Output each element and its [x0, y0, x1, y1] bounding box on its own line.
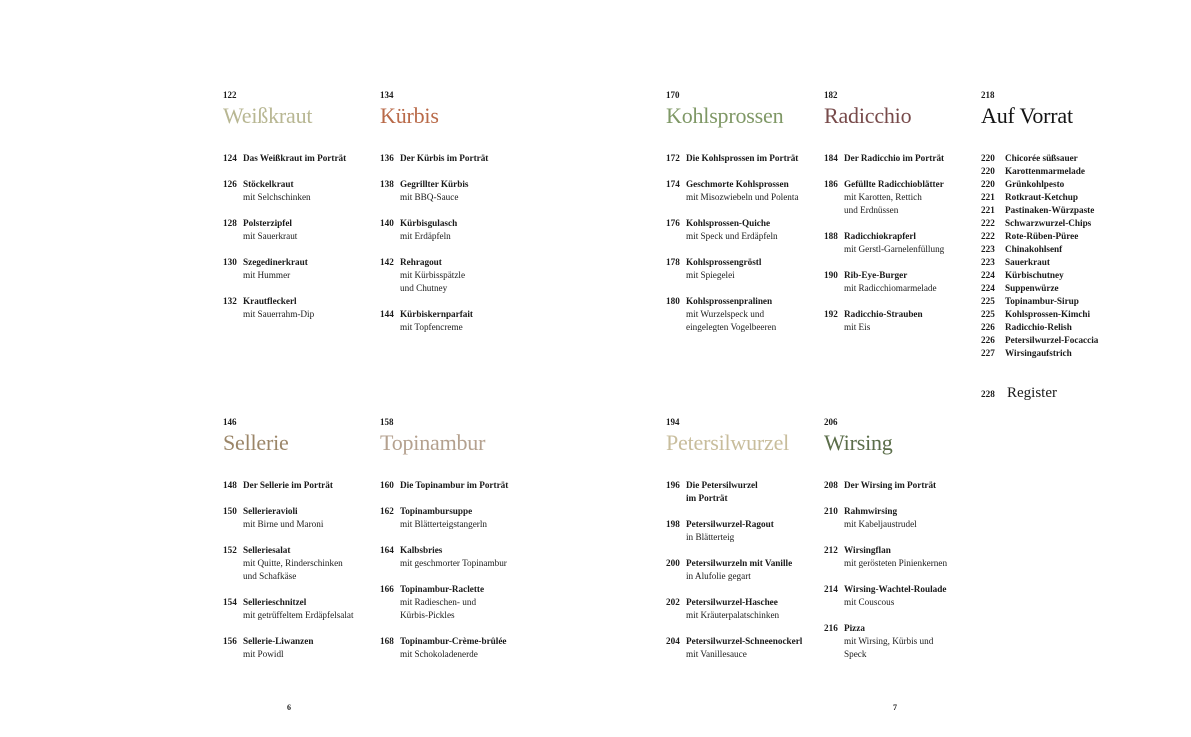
entry-title: Wirsing-Wachtel-Roulade: [844, 584, 947, 594]
entry-page: 226: [981, 335, 995, 345]
vorrat-item: [981, 165, 1141, 178]
entry-title: Suppenwürze: [1005, 283, 1059, 293]
toc-entry: [666, 256, 826, 282]
entry-title: Wirsingflan: [844, 545, 891, 555]
entry-list: [824, 152, 984, 347]
section-wirsing: [824, 417, 974, 659]
entry-title: Kohlsprossen-Kimchi: [1005, 309, 1091, 319]
toc-entry: [666, 217, 826, 243]
entry-subtitle: mit Radicchiomarmelade: [844, 283, 937, 293]
vorrat-item: [981, 269, 1141, 282]
section-title: Topinambur: [380, 430, 486, 455]
page-folio-right: 7: [893, 703, 897, 712]
toc-entry: [666, 596, 826, 622]
vorrat-item: [981, 321, 1141, 334]
entry-title: Kürbischutney: [1005, 270, 1064, 280]
section-kuerbis: [380, 90, 530, 332]
toc-entry: [824, 230, 984, 256]
entry-page: 221: [981, 192, 995, 202]
vorrat-item: [981, 191, 1141, 204]
entry-list: [223, 479, 383, 674]
entry-page: 140: [380, 218, 394, 228]
section-number: 134: [380, 90, 394, 100]
entry-title: Rehragout: [400, 257, 442, 267]
entry-title: Petersilwurzel-Ragout: [686, 519, 774, 529]
section-number: 170: [666, 90, 680, 100]
entry-page: 156: [223, 636, 237, 646]
entry-title: Grünkohlpesto: [1005, 179, 1065, 189]
vorrat-item: [981, 308, 1141, 321]
toc-entry: [824, 308, 984, 334]
entry-page: 186: [824, 179, 838, 189]
entry-title: Petersilwurzeln mit Vanille: [686, 558, 793, 568]
section-number: 206: [824, 417, 838, 427]
entry-page: 168: [380, 636, 394, 646]
entry-page: 223: [981, 244, 995, 254]
entry-title: Polsterzipfel: [243, 218, 292, 228]
entry-subtitle: Kürbis-Pickles: [400, 610, 455, 620]
entry-title: Sauerkraut: [1005, 257, 1050, 267]
entry-page: 225: [981, 309, 995, 319]
entry-subtitle: mit Erdäpfeln: [400, 231, 451, 241]
entry-page: 216: [824, 623, 838, 633]
entry-title: Topinambur-Crème-brûlée: [400, 636, 507, 646]
vorrat-item: [981, 217, 1141, 230]
entry-title: Pizza: [844, 623, 865, 633]
entry-subtitle: Speck: [844, 649, 867, 659]
entry-title: Kohlsprossen-Quiche: [686, 218, 771, 228]
toc-entry: [380, 217, 540, 243]
toc-entry: [824, 152, 984, 165]
entry-list: [824, 479, 984, 674]
entry-list: [666, 152, 826, 347]
entry-title: Szegedinerkraut: [243, 257, 308, 267]
entry-title: Die Topinambur im Porträt: [400, 480, 509, 490]
entry-page: 162: [380, 506, 394, 516]
entry-page: 227: [981, 348, 995, 358]
toc-entry: [666, 178, 826, 204]
toc-entry: [223, 217, 383, 243]
entry-list: [380, 479, 540, 674]
entry-subtitle: und Chutney: [400, 283, 448, 293]
section-number: 194: [666, 417, 680, 427]
entry-title: Der Kürbis im Porträt: [400, 153, 489, 163]
entry-subtitle: mit Selchschinken: [243, 192, 311, 202]
entry-page: 180: [666, 296, 680, 306]
toc-entry: [223, 479, 383, 492]
entry-subtitle: und Erdnüssen: [844, 205, 899, 215]
entry-title: Die Kohlsprossen im Porträt: [686, 153, 799, 163]
entry-subtitle: mit Gerstl-Garnelenfüllung: [844, 244, 945, 254]
entry-subtitle: im Porträt: [686, 493, 728, 503]
section-weisskraut: [223, 90, 373, 319]
entry-title: Sellerie-Liwanzen: [243, 636, 314, 646]
entry-title: Kalbsbries: [400, 545, 443, 555]
toc-entry: [380, 635, 540, 661]
entry-subtitle: eingelegten Vogelbeeren: [686, 322, 777, 332]
section-sellerie: [223, 417, 373, 659]
toc-entry: [824, 269, 984, 295]
entry-subtitle: mit Couscous: [844, 597, 895, 607]
entry-page: 214: [824, 584, 838, 594]
entry-title: Kürbiskernparfait: [400, 309, 473, 319]
toc-entry: [223, 596, 383, 622]
toc-entry: [824, 583, 984, 609]
section-kohlsprossen: [666, 90, 816, 332]
entry-title: Rib-Eye-Burger: [844, 270, 908, 280]
section-title: Kürbis: [380, 103, 439, 128]
entry-page: 142: [380, 257, 394, 267]
toc-entry: [380, 308, 540, 334]
entry-title: Der Radicchio im Porträt: [844, 153, 945, 163]
vorrat-item: [981, 256, 1141, 269]
entry-list: [380, 152, 540, 347]
entry-title: Der Wirsing im Porträt: [844, 480, 937, 490]
entry-page: 178: [666, 257, 680, 267]
toc-entry: [380, 178, 540, 204]
entry-subtitle: mit getrüffeltem Erdäpfelsalat: [243, 610, 354, 620]
entry-title: Gefüllte Radicchioblätter: [844, 179, 944, 189]
entry-page: 224: [981, 270, 995, 280]
entry-title: Topinambur-Raclette: [400, 584, 485, 594]
toc-entry: [223, 178, 383, 204]
entry-page: 126: [223, 179, 237, 189]
entry-page: 224: [981, 283, 995, 293]
section-title: Sellerie: [223, 430, 289, 455]
entry-page: 210: [824, 506, 838, 516]
entry-page: 184: [824, 153, 838, 163]
entry-page: 132: [223, 296, 237, 306]
entry-page: 154: [223, 597, 237, 607]
entry-subtitle: mit Blätterteigstangerln: [400, 519, 488, 529]
entry-subtitle: mit Spiegelei: [686, 270, 735, 280]
entry-page: 160: [380, 480, 394, 490]
entry-subtitle: mit Misozwiebeln und Polenta: [686, 192, 799, 202]
entry-title: Stöckelkraut: [243, 179, 294, 189]
entry-page: 138: [380, 179, 394, 189]
entry-page: 174: [666, 179, 680, 189]
entry-page: 223: [981, 257, 995, 267]
entry-subtitle: mit Speck und Erdäpfeln: [686, 231, 778, 241]
entry-page: 144: [380, 309, 394, 319]
section-petersilwurzel: [666, 417, 816, 659]
entry-title: Selleriesalat: [243, 545, 291, 555]
entry-subtitle: mit Eis: [844, 322, 871, 332]
toc-entry: [223, 635, 383, 661]
entry-page: 152: [223, 545, 237, 555]
toc-entry: [223, 256, 383, 282]
entry-subtitle: mit Schokoladenerde: [400, 649, 478, 659]
entry-page: 222: [981, 218, 995, 228]
entry-page: 188: [824, 231, 838, 241]
entry-title: Das Weißkraut im Porträt: [243, 153, 347, 163]
section-number: 158: [380, 417, 394, 427]
entry-subtitle: mit Vanillesauce: [686, 649, 747, 659]
vorrat-item: [981, 178, 1141, 191]
section-title: Weißkraut: [223, 103, 313, 128]
entry-subtitle: in Alufolie gegart: [686, 571, 751, 581]
entry-title: Krautfleckerl: [243, 296, 297, 306]
entry-page: 200: [666, 558, 680, 568]
entry-title: Radicchio-Relish: [1005, 322, 1072, 332]
entry-title: Kohlsprossengröstl: [686, 257, 762, 267]
entry-title: Chicorée süßsauer: [1005, 153, 1078, 163]
entry-subtitle: mit Kabeljaustrudel: [844, 519, 917, 529]
entry-page: 220: [981, 166, 995, 176]
entry-title: Radicchiokrapferl: [844, 231, 916, 241]
vorrat-item: [981, 152, 1141, 165]
toc-entry: [380, 256, 540, 295]
entry-title: Sellerieravioli: [243, 506, 298, 516]
entry-page: 196: [666, 480, 680, 490]
toc-entry: [380, 479, 540, 492]
entry-page: 172: [666, 153, 680, 163]
entry-subtitle: mit Wurzelspeck und: [686, 309, 765, 319]
entry-title: Rotkraut-Ketchup: [1005, 192, 1078, 202]
toc-entry: [666, 557, 826, 583]
toc-entry: [824, 544, 984, 570]
entry-list: [223, 152, 383, 334]
vorrat-item: [981, 334, 1141, 347]
entry-page: 124: [223, 153, 237, 163]
entry-page: 204: [666, 636, 680, 646]
entry-page: 176: [666, 218, 680, 228]
entry-page: 202: [666, 597, 680, 607]
entry-page: 130: [223, 257, 237, 267]
section-number: 122: [223, 90, 237, 100]
entry-page: 220: [981, 179, 995, 189]
entry-page: 164: [380, 545, 394, 555]
toc-entry: [824, 479, 984, 492]
entry-subtitle: mit geschmorter Topinambur: [400, 558, 507, 568]
entry-title: Petersilwurzel-Haschee: [686, 597, 778, 607]
toc-entry: [666, 518, 826, 544]
vorrat-item: [981, 282, 1141, 295]
entry-title: Sellerieschnitzel: [243, 597, 307, 607]
entry-page: 222: [981, 231, 995, 241]
entry-subtitle: mit Hummer: [243, 270, 291, 280]
toc-entry: [666, 635, 826, 661]
entry-subtitle: mit Topfencreme: [400, 322, 463, 332]
entry-subtitle: mit Radieschen- und: [400, 597, 477, 607]
entry-page: 166: [380, 584, 394, 594]
entry-title: Rote-Rüben-Püree: [1005, 231, 1079, 241]
entry-subtitle: mit Quitte, Rinderschinken: [243, 558, 343, 568]
section-title: Wirsing: [824, 430, 893, 455]
entry-page: 221: [981, 205, 995, 215]
toc-entry: [824, 178, 984, 217]
toc-entry: [223, 295, 383, 321]
entry-title: Kürbisgulasch: [400, 218, 458, 228]
entry-subtitle: mit Wirsing, Kürbis und: [844, 636, 934, 646]
vorrat-list: [981, 152, 1141, 360]
entry-page: 225: [981, 296, 995, 306]
toc-entry: [824, 622, 984, 661]
entry-subtitle: mit Karotten, Rettich: [844, 192, 922, 202]
entry-list: [666, 479, 826, 674]
entry-title: Der Sellerie im Porträt: [243, 480, 333, 490]
section-topinambur: [380, 417, 530, 659]
entry-title: Pastinaken-Würzpaste: [1005, 205, 1095, 215]
entry-subtitle: mit Birne und Maroni: [243, 519, 324, 529]
entry-page: 150: [223, 506, 237, 516]
entry-subtitle: mit Kürbisspätzle: [400, 270, 466, 280]
section-auf-vorrat: [981, 90, 1131, 401]
entry-subtitle: mit BBQ-Sauce: [400, 192, 459, 202]
entry-title: Wirsingaufstrich: [1005, 348, 1072, 358]
entry-page: 220: [981, 153, 995, 163]
entry-title: Gegrillter Kürbis: [400, 179, 469, 189]
toc-entry: [380, 544, 540, 570]
section-title: Kohlsprossen: [666, 103, 784, 128]
register-title: Register: [1007, 385, 1057, 401]
entry-title: Topinambur-Sirup: [1005, 296, 1079, 306]
toc-entry: [380, 505, 540, 531]
vorrat-item: [981, 295, 1141, 308]
toc-entry: [223, 152, 383, 165]
entry-title: Chinakohlsenf: [1005, 244, 1063, 254]
register-page: 228: [981, 389, 995, 399]
vorrat-item: [981, 230, 1141, 243]
vorrat-item: [981, 204, 1141, 217]
entry-title: Radicchio-Strauben: [844, 309, 923, 319]
vorrat-item: [981, 347, 1141, 360]
register-entry: [981, 384, 1057, 402]
entry-page: 190: [824, 270, 838, 280]
entry-subtitle: mit Sauerrahm-Dip: [243, 309, 315, 319]
toc-entry: [666, 479, 826, 505]
entry-title: Karottenmarmelade: [1005, 166, 1085, 176]
entry-page: 192: [824, 309, 838, 319]
entry-page: 148: [223, 480, 237, 490]
entry-subtitle: und Schafkäse: [243, 571, 297, 581]
toc-entry: [223, 544, 383, 583]
toc-entry: [666, 295, 826, 334]
section-title: Radicchio: [824, 103, 912, 128]
entry-title: Petersilwurzel-Focaccia: [1005, 335, 1099, 345]
toc-entry: [666, 152, 826, 165]
entry-subtitle: in Blätterteig: [686, 532, 735, 542]
section-title: Auf Vorrat: [981, 103, 1073, 128]
entry-page: 226: [981, 322, 995, 332]
entry-subtitle: mit Powidl: [243, 649, 284, 659]
entry-page: 136: [380, 153, 394, 163]
entry-title: Petersilwurzel-Schneenockerl: [686, 636, 803, 646]
entry-title: Geschmorte Kohlsprossen: [686, 179, 789, 189]
page-folio-left: 6: [287, 703, 291, 712]
toc-entry: [380, 152, 540, 165]
section-radicchio: [824, 90, 974, 332]
section-number: 146: [223, 417, 237, 427]
entry-title: Schwarzwurzel-Chips: [1005, 218, 1092, 228]
entry-title: Rahmwirsing: [844, 506, 898, 516]
entry-page: 208: [824, 480, 838, 490]
entry-subtitle: mit gerösteten Pinienkernen: [844, 558, 948, 568]
toc-entry: [223, 505, 383, 531]
toc-entry: [380, 583, 540, 622]
entry-page: 212: [824, 545, 838, 555]
section-number: 182: [824, 90, 838, 100]
toc-entry: [824, 505, 984, 531]
section-title: Petersilwurzel: [666, 430, 790, 455]
vorrat-item: [981, 243, 1141, 256]
section-number: 218: [981, 90, 995, 100]
entry-subtitle: mit Sauerkraut: [243, 231, 298, 241]
entry-page: 198: [666, 519, 680, 529]
entry-page: 128: [223, 218, 237, 228]
entry-title: Die Petersilwurzel: [686, 480, 758, 490]
entry-title: Topinambursuppe: [400, 506, 473, 516]
entry-subtitle: mit Kräuterpalatschinken: [686, 610, 780, 620]
entry-title: Kohlsprossenpralinen: [686, 296, 773, 306]
